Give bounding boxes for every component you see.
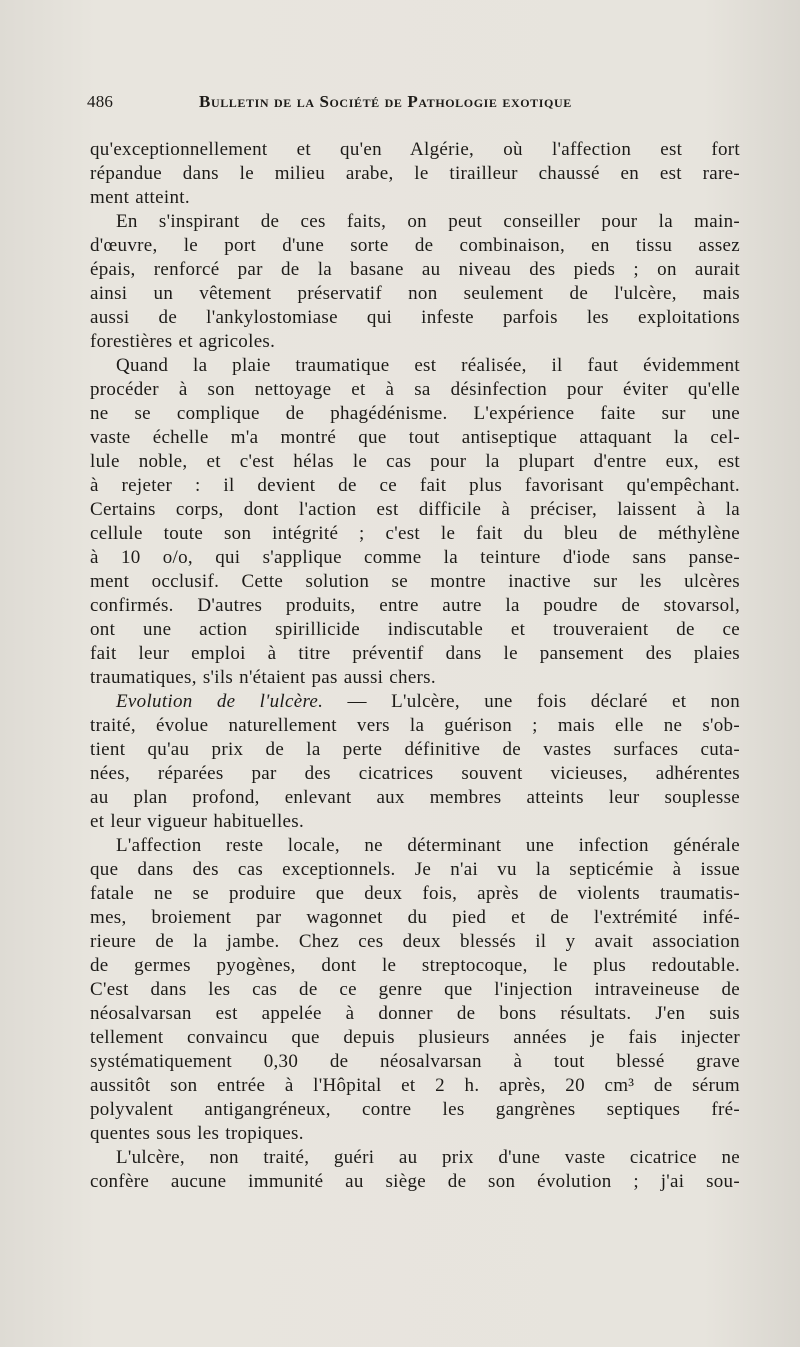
text-line: et leur vigueur habituelles.	[90, 811, 304, 832]
text-line: confère aucune immunité au siège de son évolution ; j'ai sou-	[90, 1171, 740, 1192]
text-line: rieure de la jambe. Chez ces deux blessés il y avait association	[90, 931, 740, 952]
text-line: C'est dans les cas de ce genre que l'injection intraveineuse de	[90, 979, 740, 1000]
text-line: forestières et agricoles.	[90, 331, 276, 352]
text-line: tellement convaincu que depuis plusieurs années je fais injecter	[90, 1027, 740, 1048]
text-line: quentes sous les tropiques.	[90, 1123, 304, 1144]
text-line: traumatiques, s'ils n'étaient pas aussi chers.	[90, 667, 436, 688]
text-line: néosalvarsan est appelée à donner de bons résultats. J'en suis	[90, 1003, 740, 1024]
text-line: au plan profond, enlevant aux membres atteints leur souplesse	[90, 787, 740, 808]
running-title: Bulletin de la Société de Pathologie exotique	[199, 92, 572, 111]
text-line: Evolution de l'ulcère. — L'ulcère, une fois déclaré et non	[116, 691, 740, 712]
text-line: ainsi un vêtement préservatif non seulement de l'ulcère, mais	[90, 283, 740, 304]
text-line: systématiquement 0,30 de néosalvarsan à tout blessé grave	[90, 1051, 740, 1072]
text-line: L'ulcère, non traité, guéri au prix d'une vaste cicatrice ne	[116, 1147, 740, 1168]
text-line: En s'inspirant de ces faits, on peut conseiller pour la main-	[116, 211, 740, 232]
text-line: Certains corps, dont l'action est difficile à préciser, laissent à la	[90, 499, 740, 520]
page-header	[87, 92, 647, 114]
text-line: tient qu'au prix de la perte définitive de vastes surfaces cuta-	[90, 739, 740, 760]
text-line: à 10 o/o, qui s'applique comme la teinture d'iode sans panse-	[90, 547, 740, 568]
text-line: ment occlusif. Cette solution se montre inactive sur les ulcères	[90, 571, 740, 592]
text-line: ment atteint.	[90, 187, 190, 208]
text-line: L'affection reste locale, ne déterminant une infection générale	[116, 835, 740, 856]
text-line: procéder à son nettoyage et à sa désinfection pour éviter qu'elle	[90, 379, 740, 400]
page-number: 486	[87, 92, 114, 111]
text-line: aussi de l'ankylostomiase qui infeste parfois les exploitations	[90, 307, 740, 328]
text-line: mes, broiement par wagonnet du pied et de l'extrémité infé-	[90, 907, 740, 928]
text-line: Quand la plaie traumatique est réalisée, il faut évidemment	[116, 355, 740, 376]
text-line: nées, réparées par des cicatrices souvent vicieuses, adhérentes	[90, 763, 740, 784]
text-line: ont une action spirillicide indiscutable et trouveraient de ce	[90, 619, 740, 640]
text-line: ne se complique de phagédénisme. L'expérience faite sur une	[90, 403, 740, 424]
text-line: fait leur emploi à titre préventif dans le pansement des plaies	[90, 643, 740, 664]
text-line: épais, renforcé par de la basane au niveau des pieds ; on aurait	[90, 259, 740, 280]
text-line: traité, évolue naturellement vers la guérison ; mais elle ne s'ob-	[90, 715, 740, 736]
text-line: cellule toute son intégrité ; c'est le fait du bleu de méthylène	[90, 523, 740, 544]
text-line: aussitôt son entrée à l'Hôpital et 2 h. après, 20 cm³ de sérum	[90, 1075, 740, 1096]
text-line: de germes pyogènes, dont le streptocoque, le plus redoutable.	[90, 955, 740, 976]
text-line: à rejeter : il devient de ce fait plus favorisant qu'empêchant.	[90, 475, 740, 496]
text-line: confirmés. D'autres produits, entre autre la poudre de stovarsol,	[90, 595, 740, 616]
text-line: répandue dans le milieu arabe, le tirailleur chaussé en est rare-	[90, 163, 740, 184]
text-line: lule noble, et c'est hélas le cas pour la plupart d'entre eux, est	[90, 451, 740, 472]
body-text	[90, 138, 740, 1194]
text-line: fatale ne se produire que deux fois, après de violents traumatis-	[90, 883, 740, 904]
text-line: vaste échelle m'a montré que tout antiseptique attaquant la cel-	[90, 427, 740, 448]
section-heading: Evolution de l'ulcère.	[116, 691, 324, 712]
text-line: d'œuvre, le port d'une sorte de combinaison, en tissu assez	[90, 235, 740, 256]
text-line: que dans des cas exceptionnels. Je n'ai vu la septicémie à issue	[90, 859, 740, 880]
text-line: qu'exceptionnellement et qu'en Algérie, où l'affection est fort	[90, 139, 740, 160]
text-line: polyvalent antigangréneux, contre les gangrènes septiques fré-	[90, 1099, 740, 1120]
